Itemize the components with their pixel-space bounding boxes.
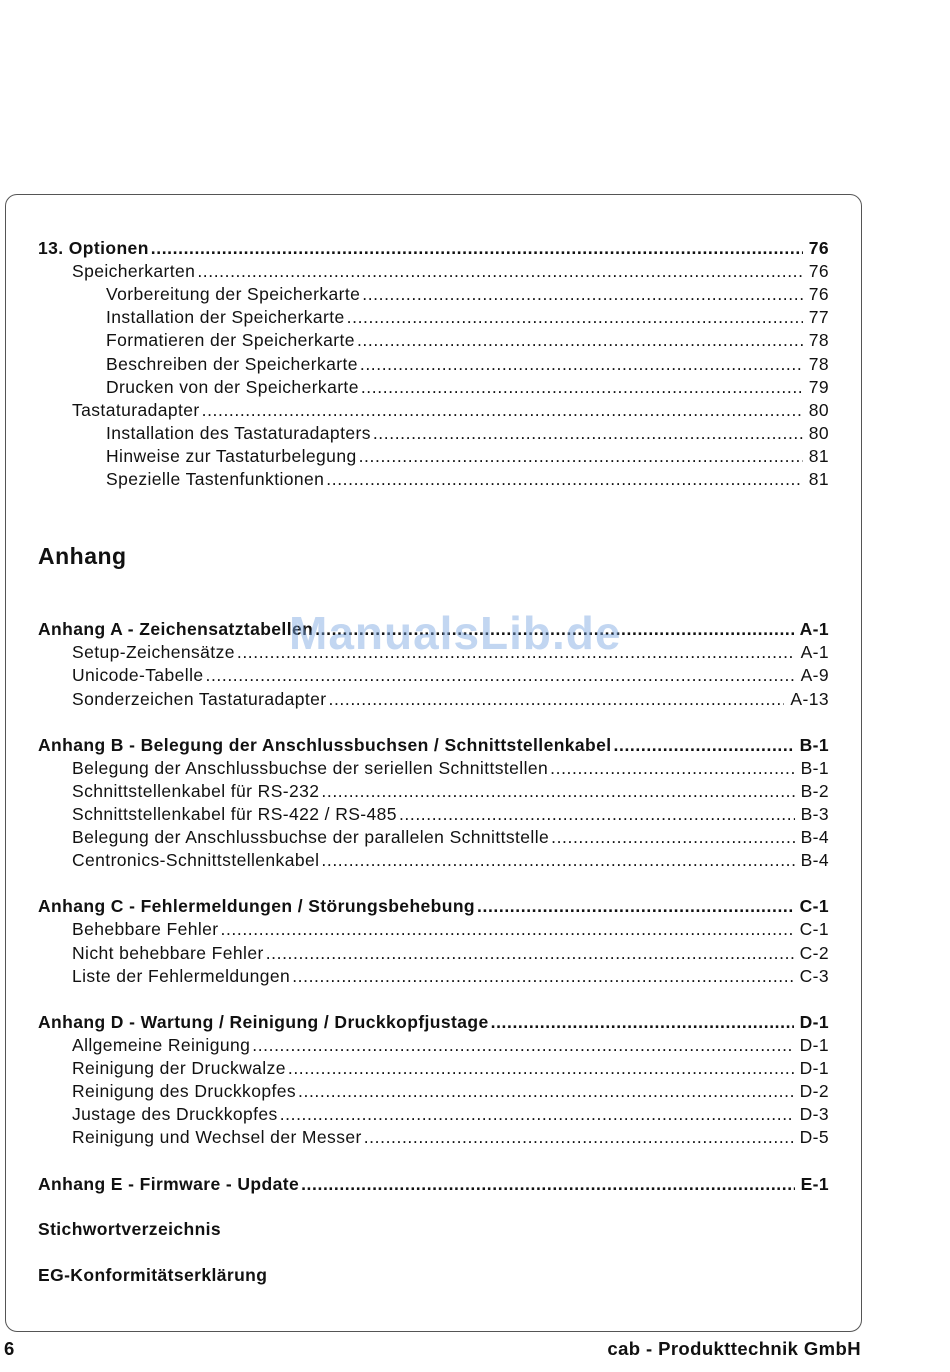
toc-page-number: B-2 <box>800 781 829 801</box>
toc-page-number: C-2 <box>799 943 829 963</box>
toc-entry-label: Allgemeine Reinigung <box>72 1035 251 1055</box>
toc-entry-label: Spezielle Tastenfunktionen <box>106 469 325 489</box>
toc-entry[interactable] <box>106 376 829 399</box>
toc-leader-dots <box>373 422 803 445</box>
toc-page-number: 81 <box>808 446 829 466</box>
toc-page-number: B-1 <box>799 735 829 755</box>
toc-entry-label: Anhang E - Firmware - Update <box>38 1174 300 1194</box>
toc-entry-label: Hinweise zur Tastaturbelegung <box>106 446 357 466</box>
toc-entry[interactable] <box>72 780 829 803</box>
toc-entry-label: Reinigung und Wechsel der Messer <box>72 1127 362 1147</box>
footer-company: cab - Produkttechnik GmbH <box>607 1338 861 1359</box>
toc-entry-label: Sonderzeichen Tastaturadapter <box>72 689 327 709</box>
toc-chapter-entry[interactable] <box>38 1173 829 1196</box>
toc-entry[interactable] <box>106 353 829 376</box>
toc-entry-label: Installation der Speicherkarte <box>106 307 345 327</box>
toc-leader-dots <box>321 849 794 872</box>
toc-page-number: 79 <box>808 377 829 397</box>
toc-page-number: 78 <box>808 354 829 374</box>
toc-entry-label: Formatieren der Speicherkarte <box>106 330 355 350</box>
toc-leader-dots <box>321 780 794 803</box>
toc-entry-label: Behebbare Fehler <box>72 919 219 939</box>
toc-entry[interactable] <box>106 468 829 491</box>
toc-leader-dots <box>362 283 803 306</box>
toc-page-number: D-1 <box>799 1012 829 1032</box>
toc-entry[interactable] <box>106 422 829 445</box>
toc-entry[interactable] <box>106 329 829 352</box>
toc-leader-dots <box>280 1103 794 1126</box>
toc-page-number: A-13 <box>790 689 829 709</box>
toc-chapter-entry[interactable] <box>38 895 829 918</box>
toc-page-number: C-1 <box>799 896 829 916</box>
toc-chapter-entry[interactable] <box>38 237 829 260</box>
toc-entry-label: Centronics-Schnittstellenkabel <box>72 850 320 870</box>
toc-page-number: 76 <box>808 284 829 304</box>
toc-page-number: 81 <box>808 469 829 489</box>
toc-leader-dots <box>197 260 802 283</box>
toc-leader-dots <box>347 306 803 329</box>
toc-page-number: 78 <box>808 330 829 350</box>
toc-chapter-entry[interactable] <box>38 1011 829 1034</box>
toc-leader-dots <box>360 353 803 376</box>
toc-leader-dots <box>477 895 794 918</box>
toc-entry-label: Anhang B - Belegung der Anschlussbuchsen / Schnittstellenkabel <box>38 735 612 755</box>
toc-page-number: B-3 <box>800 804 829 824</box>
toc-page-number: D-1 <box>799 1058 829 1078</box>
toc-page-number: 80 <box>808 423 829 443</box>
toc-page-number: C-1 <box>799 919 829 939</box>
toc-entry-label: Belegung der Anschlussbuchse der parallelen Schnittstelle <box>72 827 550 847</box>
toc-entry-label: Unicode-Tabelle <box>72 665 204 685</box>
toc-leader-dots <box>266 942 794 965</box>
toc-entry[interactable] <box>72 803 829 826</box>
toc-page-number: 77 <box>808 307 829 327</box>
toc-entry-label: Setup-Zeichensätze <box>72 642 235 662</box>
toc-entry-label: Belegung der Anschlussbuchse der seriellen Schnittstellen <box>72 758 549 778</box>
toc-leader-dots <box>399 803 795 826</box>
toc-entry[interactable] <box>72 1034 829 1057</box>
toc-entry[interactable] <box>72 1126 829 1149</box>
toc-entry[interactable] <box>72 260 829 283</box>
toc-entry[interactable] <box>72 399 829 422</box>
toc-entry[interactable] <box>106 445 829 468</box>
toc-entry[interactable] <box>72 664 829 687</box>
toc-entry[interactable] <box>72 849 829 872</box>
toc-page-number: D-1 <box>799 1035 829 1055</box>
toc-entry-label: Anhang A - Zeichensatztabellen <box>38 619 314 639</box>
toc-page-number: B-1 <box>800 758 829 778</box>
toc-entry-label: Schnittstellenkabel für RS-232 <box>72 781 320 801</box>
toc-page-number: 80 <box>808 400 829 420</box>
toc-leader-dots <box>357 329 803 352</box>
toc-leader-dots <box>614 734 794 757</box>
toc-entry[interactable] <box>72 1080 829 1103</box>
toc-entry[interactable] <box>72 965 829 988</box>
index-entry-label: Stichwortverzeichnis <box>38 1219 222 1239</box>
toc-entry[interactable] <box>72 918 829 941</box>
index-entry[interactable] <box>38 1218 221 1241</box>
toc-entry-label: Speicherkarten <box>72 261 196 281</box>
toc-page-number: D-3 <box>799 1104 829 1124</box>
toc-leader-dots <box>364 1126 794 1149</box>
toc-page-number: A-9 <box>800 665 829 685</box>
footer-page-number: 6 <box>4 1338 15 1359</box>
toc-entry-label: Reinigung des Druckkopfes <box>72 1081 297 1101</box>
toc-leader-dots <box>292 965 793 988</box>
toc-leader-dots <box>329 688 785 711</box>
toc-leader-dots <box>206 664 795 687</box>
toc-entry-label: Liste der Fehlermeldungen <box>72 966 291 986</box>
appendix-heading: Anhang <box>38 543 127 569</box>
toc-entry-label: Schnittstellenkabel für RS-422 / RS-485 <box>72 804 397 824</box>
toc-entry[interactable] <box>72 688 829 711</box>
toc-leader-dots <box>359 445 803 468</box>
toc-page-number: 76 <box>808 261 829 281</box>
toc-leader-dots <box>252 1034 793 1057</box>
toc-entry[interactable] <box>72 1057 829 1080</box>
toc-leader-dots <box>288 1057 794 1080</box>
toc-page-number: A-1 <box>799 619 829 639</box>
toc-leader-dots <box>551 826 794 849</box>
toc-leader-dots <box>550 757 794 780</box>
toc-page-number: D-2 <box>799 1081 829 1101</box>
toc-entry[interactable] <box>72 942 829 965</box>
toc-leader-dots <box>151 237 803 260</box>
toc-leader-dots <box>202 399 803 422</box>
toc-entry-label: Reinigung der Druckwalze <box>72 1058 286 1078</box>
toc-leader-dots <box>221 918 794 941</box>
toc-entry-label: Anhang C - Fehlermeldungen / Störungsbehebung <box>38 896 476 916</box>
toc-entry[interactable] <box>72 1103 829 1126</box>
conformity-entry-label: EG-Konformitätserklärung <box>38 1265 268 1285</box>
toc-leader-dots <box>491 1011 794 1034</box>
toc-entry[interactable] <box>106 306 829 329</box>
toc-entry-label: Nicht behebbare Fehler <box>72 943 264 963</box>
toc-entry[interactable] <box>72 826 829 849</box>
toc-entry-label: Vorbereitung der Speicherkarte <box>106 284 361 304</box>
toc-entry-label: Beschreiben der Speicherkarte <box>106 354 358 374</box>
toc-page-number: D-5 <box>799 1127 829 1147</box>
toc-entry[interactable] <box>72 757 829 780</box>
toc-entry-label: Anhang D - Wartung / Reinigung / Druckkopfjustage <box>38 1012 489 1032</box>
toc-page-number: B-4 <box>800 827 829 847</box>
toc-entry[interactable] <box>106 283 829 306</box>
toc-leader-dots <box>301 1173 794 1196</box>
toc-page-number: B-4 <box>800 850 829 870</box>
toc-entry-label: Drucken von der Speicherkarte <box>106 377 359 397</box>
watermark: ManualsLib.de <box>289 607 622 659</box>
toc-leader-dots <box>361 376 803 399</box>
toc-entry-label: Justage des Druckkopfes <box>72 1104 278 1124</box>
toc-entry-label: 13. Optionen <box>38 238 149 258</box>
toc-leader-dots <box>326 468 802 491</box>
toc-page-number: 76 <box>808 238 829 258</box>
toc-entry-label: Tastaturadapter <box>72 400 200 420</box>
toc-page-number: C-3 <box>799 966 829 986</box>
toc-chapter-entry[interactable] <box>38 734 829 757</box>
toc-page-number: E-1 <box>800 1174 829 1194</box>
toc-leader-dots <box>298 1080 794 1103</box>
conformity-entry[interactable] <box>38 1264 267 1287</box>
toc-page-number: A-1 <box>800 642 829 662</box>
toc-entry-label: Installation des Tastaturadapters <box>106 423 371 443</box>
